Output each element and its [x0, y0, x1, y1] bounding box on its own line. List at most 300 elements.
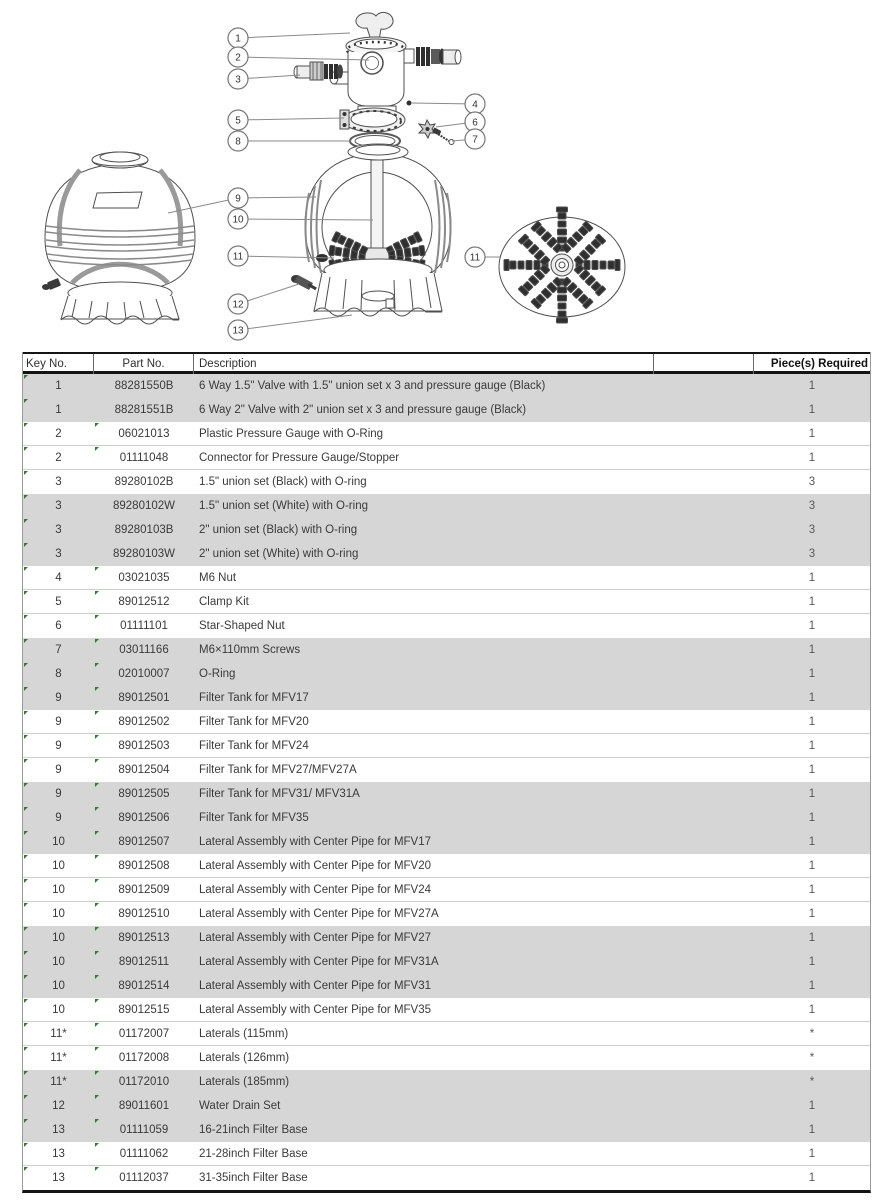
cell-spare: [654, 734, 754, 758]
table-row: [23, 686, 870, 710]
callout-number: 7: [472, 134, 478, 146]
cell-description: Lateral Assembly with Center Pipe for MFV31: [199, 980, 432, 992]
cell-pieces-required: 3: [808, 476, 816, 488]
cell-pieces-required: 1: [808, 1100, 816, 1112]
cell-key-no: 9: [55, 716, 62, 728]
comment-marker-icon: [95, 711, 99, 715]
cell-spare: [654, 686, 754, 710]
cell-pieces-required: 1: [808, 956, 816, 968]
table-row: [23, 806, 870, 830]
cell-part-no: 01111062: [119, 1148, 169, 1160]
cell-pieces-required: 1: [808, 860, 816, 872]
cell-part-no: 06021013: [118, 428, 170, 440]
comment-marker-icon: [95, 1023, 99, 1027]
cell-description: 6 Way 1.5" Valve with 1.5" union set x 3 and pressure gauge (Black): [199, 380, 546, 392]
cell-spare: [654, 950, 754, 974]
multiport-valve: [294, 12, 461, 117]
comment-marker-icon: [24, 855, 28, 859]
cell-key-no: 2: [55, 452, 62, 464]
comment-marker-icon: [95, 663, 99, 667]
comment-marker-icon: [24, 1023, 28, 1027]
cell-part-no: 89012502: [118, 716, 170, 728]
comment-marker-icon: [95, 927, 99, 931]
cell-key-no: 10: [52, 836, 65, 848]
cell-description: Lateral Assembly with Center Pipe for MFV17: [199, 836, 432, 848]
cell-spare: [654, 926, 754, 950]
parts-table-body: [23, 374, 870, 1190]
cell-description: O-Ring: [199, 668, 236, 680]
cell-part-no: 02010007: [118, 668, 170, 680]
cell-description: Laterals (126mm): [199, 1052, 290, 1064]
cell-key-no: 10: [52, 1004, 65, 1016]
cell-key-no: 13: [52, 1124, 65, 1136]
cell-key-no: 9: [55, 740, 62, 752]
callout-number: 2: [235, 52, 241, 64]
table-row: [23, 542, 870, 566]
cell-pieces-required: 1: [808, 908, 816, 920]
cell-description: 21-28inch Filter Base: [199, 1148, 308, 1160]
table-row: [23, 494, 870, 518]
comment-marker-icon: [95, 855, 99, 859]
cell-part-no: 89012508: [118, 860, 170, 872]
cell-description: Filter Tank for MFV20: [199, 716, 309, 728]
comment-marker-icon: [24, 471, 28, 475]
cell-key-no: 11*: [50, 1028, 67, 1040]
leader-line: [238, 197, 316, 198]
callout-number: 9: [235, 193, 241, 205]
cell-key-no: 13: [52, 1148, 65, 1160]
center-pipe: [368, 160, 386, 255]
cell-spare: [654, 1094, 754, 1118]
filter-base: [314, 259, 442, 316]
cell-part-no: 01111059: [119, 1124, 169, 1136]
comment-marker-icon: [95, 423, 99, 427]
comment-marker-icon: [24, 375, 28, 379]
cell-description: Lateral Assembly with Center Pipe for MFV35: [199, 1004, 432, 1016]
clamp-kit: [340, 108, 405, 132]
cell-part-no: 01172007: [118, 1028, 170, 1040]
cell-part-no: 89012505: [118, 788, 170, 800]
cell-part-no: 89012507: [118, 836, 170, 848]
cell-pieces-required: 1: [808, 380, 816, 392]
comment-marker-icon: [24, 711, 28, 715]
comment-marker-icon: [95, 951, 99, 955]
cell-pieces-required: *: [809, 1052, 815, 1064]
comment-marker-icon: [95, 1095, 99, 1099]
cell-pieces-required: 1: [808, 764, 816, 776]
cell-pieces-required: 1: [808, 1172, 816, 1184]
cell-pieces-required: 1: [808, 428, 816, 440]
table-row: [23, 902, 870, 926]
cell-part-no: 89280103B: [114, 524, 174, 536]
cell-spare: [654, 470, 754, 494]
cell-description: 1.5" union set (Black) with O-ring: [199, 476, 367, 488]
filter-tank-left: [42, 152, 195, 324]
cell-key-no: 3: [55, 476, 62, 488]
cell-part-no: 89280103W: [112, 548, 176, 560]
cell-pieces-required: 1: [808, 1124, 816, 1136]
cell-part-no: 01111048: [119, 452, 169, 464]
table-row: [23, 1022, 870, 1046]
cell-part-no: 01172008: [118, 1052, 170, 1064]
cell-key-no: 5: [55, 596, 62, 608]
cell-spare: [654, 1118, 754, 1142]
cell-description: Lateral Assembly with Center Pipe for MFV24: [199, 884, 432, 896]
cell-description: Laterals (115mm): [199, 1028, 289, 1040]
cell-spare: [654, 998, 754, 1022]
comment-marker-icon: [95, 999, 99, 1003]
union-left: [294, 62, 343, 80]
parts-table: [22, 352, 871, 1193]
table-row: [23, 830, 870, 854]
comment-marker-icon: [24, 951, 28, 955]
cell-pieces-required: 3: [808, 500, 816, 512]
cell-key-no: 1: [55, 380, 62, 392]
cell-part-no: 01111101: [120, 620, 168, 632]
table-row: [23, 662, 870, 686]
cell-key-no: 10: [52, 956, 65, 968]
cell-part-no: 89012514: [118, 980, 170, 992]
table-row: [23, 614, 870, 638]
parts-table-header: [23, 352, 870, 374]
table-row: [23, 566, 870, 590]
cell-description: M6 Nut: [199, 572, 237, 584]
comment-marker-icon: [95, 1143, 99, 1147]
cell-part-no: 89012511: [118, 956, 170, 968]
cell-pieces-required: 1: [808, 932, 816, 944]
comment-marker-icon: [95, 1071, 99, 1075]
leader-line: [238, 33, 350, 38]
comment-marker-icon: [24, 543, 28, 547]
leader-line: [238, 315, 352, 330]
comment-marker-icon: [24, 687, 28, 691]
cell-spare: [654, 1022, 754, 1046]
cell-part-no: 01172010: [118, 1076, 170, 1088]
cell-spare: [654, 374, 754, 398]
callout-number: 11: [469, 252, 481, 264]
cell-pieces-required: 1: [808, 740, 816, 752]
cell-spare: [654, 494, 754, 518]
comment-marker-icon: [24, 927, 28, 931]
cell-description: Filter Tank for MFV35: [199, 812, 309, 824]
cell-pieces-required: 1: [808, 788, 816, 800]
comment-marker-icon: [95, 1119, 99, 1123]
cell-key-no: 11*: [50, 1052, 67, 1064]
comment-marker-icon: [24, 519, 28, 523]
comment-marker-icon: [24, 495, 28, 499]
cell-key-no: 9: [55, 764, 62, 776]
comment-marker-icon: [24, 807, 28, 811]
cell-key-no: 9: [55, 812, 62, 824]
comment-marker-icon: [95, 879, 99, 883]
cell-part-no: 89012510: [118, 908, 170, 920]
cell-part-no: 01112037: [119, 1172, 169, 1184]
cell-pieces-required: 1: [808, 620, 816, 632]
cell-description: 16-21inch Filter Base: [199, 1124, 308, 1136]
comment-marker-icon: [24, 879, 28, 883]
cell-spare: [654, 782, 754, 806]
cell-spare: [654, 446, 754, 470]
table-row: [23, 470, 870, 494]
comment-marker-icon: [24, 783, 28, 787]
comment-marker-icon: [24, 1167, 28, 1171]
cell-spare: [654, 566, 754, 590]
cell-description: 6 Way 2" Valve with 2" union set x 3 and pressure gauge (Black): [199, 404, 527, 416]
table-row: [23, 590, 870, 614]
comment-marker-icon: [95, 615, 99, 619]
cell-pieces-required: 3: [808, 548, 816, 560]
table-row: [23, 1046, 870, 1070]
comment-marker-icon: [24, 1047, 28, 1051]
filter-tank-cutaway: [291, 144, 451, 316]
cell-pieces-required: 1: [808, 596, 816, 608]
callout-number: 13: [232, 325, 244, 337]
table-row: [23, 422, 870, 446]
cell-spare: [654, 1046, 754, 1070]
cell-key-no: 10: [52, 860, 65, 872]
comment-marker-icon: [95, 783, 99, 787]
header-spare-column: [654, 354, 754, 375]
cell-part-no: 89012509: [118, 884, 170, 896]
table-row: [23, 710, 870, 734]
table-row: [23, 878, 870, 902]
cell-pieces-required: 1: [808, 644, 816, 656]
cell-spare: [654, 758, 754, 782]
table-row: [23, 974, 870, 998]
cell-spare: [654, 854, 754, 878]
cell-description: Filter Tank for MFV24: [199, 740, 309, 752]
cell-spare: [654, 1166, 754, 1190]
comment-marker-icon: [95, 687, 99, 691]
comment-marker-icon: [24, 591, 28, 595]
cell-description: Lateral Assembly with Center Pipe for MFV20: [199, 860, 432, 872]
cell-part-no: 88281551B: [114, 404, 174, 416]
cell-key-no: 12: [52, 1100, 65, 1112]
comment-marker-icon: [24, 759, 28, 763]
callout-number: 4: [472, 99, 478, 111]
callout-number: 6: [472, 117, 478, 129]
cell-key-no: 13: [52, 1172, 65, 1184]
comment-marker-icon: [24, 831, 28, 835]
cell-description: 1.5" union set (White) with O-ring: [199, 500, 368, 512]
cell-spare: [654, 1070, 754, 1094]
cell-description: Star-Shaped Nut: [199, 620, 285, 632]
cell-key-no: 6: [55, 620, 62, 632]
cell-key-no: 3: [55, 524, 62, 536]
table-row: [23, 998, 870, 1022]
cell-spare: [654, 710, 754, 734]
comment-marker-icon: [95, 1167, 99, 1171]
table-row: [23, 950, 870, 974]
cell-key-no: 9: [55, 788, 62, 800]
water-drain-set: [291, 275, 317, 290]
cell-key-no: 3: [55, 500, 62, 512]
cell-key-no: 3: [55, 548, 62, 560]
comment-marker-icon: [95, 975, 99, 979]
comment-marker-icon: [24, 1071, 28, 1075]
comment-marker-icon: [95, 759, 99, 763]
cell-part-no: 89012503: [118, 740, 170, 752]
cell-spare: [654, 806, 754, 830]
cell-spare: [654, 590, 754, 614]
cell-pieces-required: *: [809, 1076, 815, 1088]
table-row: [23, 446, 870, 470]
table-row: [23, 854, 870, 878]
table-row: [23, 1094, 870, 1118]
table-row: [23, 758, 870, 782]
comment-marker-icon: [24, 975, 28, 979]
cell-key-no: 8: [55, 668, 62, 680]
cell-spare: [654, 614, 754, 638]
cell-pieces-required: 1: [808, 836, 816, 848]
cell-part-no: 03021035: [118, 572, 170, 584]
cell-key-no: 4: [55, 572, 62, 584]
cell-description: 2" union set (Black) with O-ring: [199, 524, 358, 536]
cell-description: Laterals (185mm): [199, 1076, 290, 1088]
comment-marker-icon: [24, 447, 28, 451]
cell-part-no: 03011166: [119, 644, 169, 656]
cell-key-no: 10: [52, 932, 65, 944]
cell-pieces-required: *: [809, 1028, 815, 1040]
m6-screw: [433, 131, 454, 145]
cell-description: 2" union set (White) with O-ring: [199, 548, 359, 560]
leader-line: [238, 118, 344, 120]
table-row: [23, 374, 870, 398]
comment-marker-icon: [95, 591, 99, 595]
cell-part-no: 89012513: [118, 932, 170, 944]
table-row: [23, 1142, 870, 1166]
cell-description: Connector for Pressure Gauge/Stopper: [199, 452, 400, 464]
cell-spare: [654, 974, 754, 998]
comment-marker-icon: [95, 807, 99, 811]
header-key-no: Key No.: [23, 354, 94, 375]
lateral-assembly-top-view: [499, 207, 625, 323]
comment-marker-icon: [95, 1047, 99, 1051]
cell-description: Filter Tank for MFV31/ MFV31A: [199, 788, 360, 800]
comment-marker-icon: [24, 423, 28, 427]
table-row: [23, 518, 870, 542]
comment-marker-icon: [95, 903, 99, 907]
cell-key-no: 2: [55, 428, 62, 440]
table-row: [23, 734, 870, 758]
cell-spare: [654, 662, 754, 686]
table-row: [23, 1118, 870, 1142]
cell-pieces-required: 1: [808, 668, 816, 680]
cell-spare: [654, 638, 754, 662]
cell-part-no: 89012512: [118, 596, 170, 608]
cell-description: 31-35inch Filter Base: [199, 1172, 308, 1184]
table-row: [23, 398, 870, 422]
header-description: Description: [194, 354, 654, 375]
table-row: [23, 782, 870, 806]
table-row: [23, 1070, 870, 1094]
cell-description: Water Drain Set: [199, 1100, 281, 1112]
cell-description: Filter Tank for MFV17: [199, 692, 309, 704]
comment-marker-icon: [95, 447, 99, 451]
cell-pieces-required: 1: [808, 980, 816, 992]
union-right: [416, 47, 461, 66]
cell-part-no: 89280102B: [114, 476, 174, 488]
cell-description: Lateral Assembly with Center Pipe for MFV27A: [199, 908, 439, 920]
pressure-gauge: [361, 52, 383, 74]
callout-number: 5: [235, 115, 241, 127]
comment-marker-icon: [24, 1095, 28, 1099]
cell-pieces-required: 1: [808, 812, 816, 824]
comment-marker-icon: [24, 615, 28, 619]
cell-spare: [654, 518, 754, 542]
cell-part-no: 88281550B: [114, 380, 174, 392]
comment-marker-icon: [95, 639, 99, 643]
cell-spare: [654, 398, 754, 422]
cell-key-no: 11*: [50, 1076, 67, 1088]
cell-spare: [654, 830, 754, 854]
comment-marker-icon: [95, 567, 99, 571]
cell-part-no: 89011601: [118, 1100, 170, 1112]
callout-number: 3: [235, 74, 241, 86]
callout-number: 11: [232, 251, 244, 263]
cell-key-no: 10: [52, 884, 65, 896]
cell-pieces-required: 1: [808, 452, 816, 464]
header-pieces-required: Piece(s) Required: [770, 358, 868, 370]
cell-part-no: 89280102W: [112, 500, 176, 512]
m6-nut: [407, 101, 412, 106]
comment-marker-icon: [24, 639, 28, 643]
cell-pieces-required: 1: [808, 692, 816, 704]
cell-part-no: 89012515: [118, 1004, 170, 1016]
comment-marker-icon: [24, 399, 28, 403]
cell-spare: [654, 422, 754, 446]
comment-marker-icon: [24, 567, 28, 571]
callout-number: 10: [232, 214, 244, 226]
cell-spare: [654, 902, 754, 926]
cell-pieces-required: 1: [808, 572, 816, 584]
cell-key-no: 9: [55, 692, 62, 704]
cell-key-no: 10: [52, 980, 65, 992]
cell-pieces-required: 1: [808, 716, 816, 728]
comment-marker-icon: [24, 663, 28, 667]
comment-marker-icon: [95, 831, 99, 835]
comment-marker-icon: [24, 1143, 28, 1147]
cell-key-no: 10: [52, 908, 65, 920]
cell-spare: [654, 542, 754, 566]
table-row: [23, 926, 870, 950]
exploded-parts-diagram: [0, 0, 893, 352]
callout-number: 8: [235, 136, 241, 148]
callout-number: 1: [235, 33, 241, 45]
cell-pieces-required: 1: [808, 1148, 816, 1160]
cell-description: M6×110mm Screws: [199, 644, 301, 656]
cell-description: Clamp Kit: [199, 596, 249, 608]
comment-marker-icon: [24, 903, 28, 907]
callout-number: 12: [232, 299, 244, 311]
cell-part-no: 89012501: [118, 692, 170, 704]
cell-spare: [654, 878, 754, 902]
cell-part-no: 89012504: [118, 764, 170, 776]
cell-description: Plastic Pressure Gauge with O-Ring: [199, 428, 384, 440]
cell-pieces-required: 1: [808, 1004, 816, 1016]
cell-key-no: 7: [55, 644, 62, 656]
cell-pieces-required: 1: [808, 884, 816, 896]
header-part-no: Part No.: [94, 354, 194, 375]
comment-marker-icon: [24, 735, 28, 739]
cell-description: Filter Tank for MFV27/MFV27A: [199, 764, 357, 776]
cell-key-no: 1: [55, 404, 62, 416]
cell-pieces-required: 1: [808, 404, 816, 416]
table-row: [23, 638, 870, 662]
cell-description: Lateral Assembly with Center Pipe for MFV27: [199, 932, 432, 944]
comment-marker-icon: [24, 1119, 28, 1123]
comment-marker-icon: [95, 735, 99, 739]
